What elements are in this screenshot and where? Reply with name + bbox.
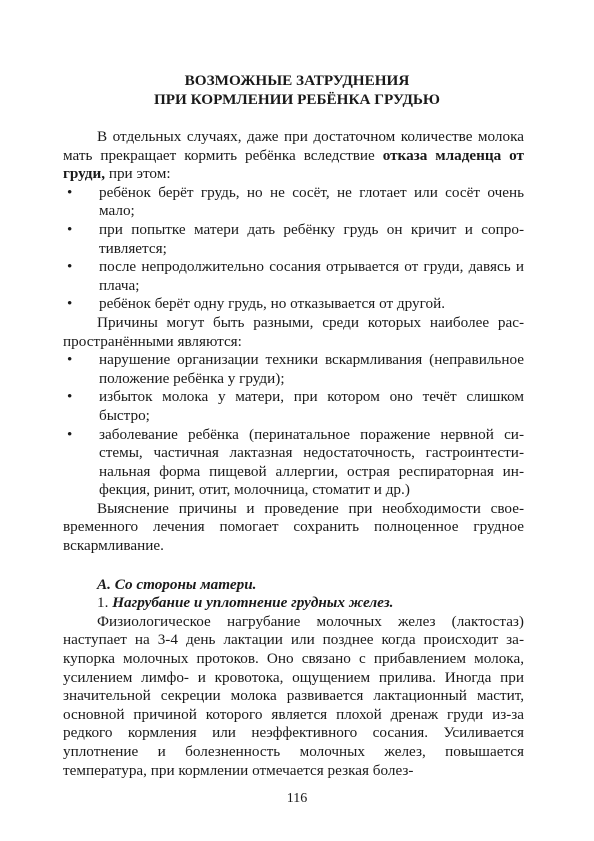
bullet-icon: • xyxy=(67,425,73,443)
subsection-title: Нагрубание и уплотнение грудных желез. xyxy=(112,594,394,612)
bullet-icon: • xyxy=(67,183,73,201)
page-number: 116 xyxy=(286,791,308,806)
intro-text-before: В отдельных случаях, даже при достаточном количестве молока мать прекращает кормить ребёнка вследствие xyxy=(63,128,524,164)
list-item xyxy=(63,258,524,295)
conclusion-paragraph: Выяснение причины и проведение при необходимости своевременного лечения помогает сохранить полноценное грудное вскармливание. xyxy=(63,499,524,555)
subsection-1-heading xyxy=(63,594,524,613)
section-spacer xyxy=(63,556,524,576)
list-item xyxy=(63,184,524,221)
bullet-icon: • xyxy=(67,258,73,276)
list-item xyxy=(63,388,524,425)
list-item-text: избыток молока у матери, при котором оно течёт слишком быстро; xyxy=(99,388,524,424)
refusal-signs-list xyxy=(63,184,524,314)
bullet-icon: • xyxy=(67,295,73,313)
list-item xyxy=(63,221,524,258)
page-body xyxy=(63,128,524,780)
list-item-text: при попытке матери дать ребёнку грудь он кричит и сопротивляется; xyxy=(99,220,524,257)
list-item-text: нарушение организации техники вскармливания (неправильное положение ребёнка у груди); xyxy=(99,351,524,387)
list-item-text: заболевание ребёнка (перинатальное поражение нервной системы, частичная лактазная недостаточность, гастроинтестинальная форма пищевой аллергии, острая респираторная инфекция, ринит, отит, молочница, стоматит и др.) xyxy=(99,425,524,499)
causes-list xyxy=(63,351,524,500)
list-item-text: ребёнок берёт одну грудь, но отказывается от другой. xyxy=(99,295,445,313)
title-line-1: ВОЗМОЖНЫЕ ЗАТРУДНЕНИЯ xyxy=(184,72,410,89)
bullet-icon: • xyxy=(67,220,73,238)
list-item xyxy=(63,351,524,388)
intro-text-after: при этом: xyxy=(105,165,171,183)
intro-paragraph xyxy=(63,128,524,184)
intro-bold-term: отказа младенца от груди, xyxy=(63,146,525,183)
subsection-number: 1. xyxy=(97,594,109,612)
section-a-heading: А. Со стороны матери. xyxy=(97,575,257,593)
bullet-icon: • xyxy=(67,351,73,369)
bullet-icon: • xyxy=(67,388,73,406)
list-item-text: ребёнок берёт грудь, но не сосёт, не глотает или сосёт очень мало; xyxy=(99,183,524,220)
list-item xyxy=(63,426,524,500)
causes-intro-paragraph: Причины могут быть разными, среди которых наиболее распространёнными являются: xyxy=(63,313,524,350)
list-item xyxy=(63,295,524,314)
title-line-2: ПРИ КОРМЛЕНИИ РЕБЁНКА ГРУДЬЮ xyxy=(153,90,441,108)
list-item-text: после непродолжительно сосания отрывается от груди, давясь и плача; xyxy=(99,258,524,294)
page-title xyxy=(60,72,534,109)
subsection-1-paragraph: Физиологическое нагрубание молочных желез (лактостаз) наступает на 3-4 день лактации или позднее когда происходит закупорка молочных протоков. Оно связано с прибавлением молока, усилением лимфо- и кровотока, ощущением прилива. Иногда при значительной секреции молока развивается лактационный мастит, основной причиной которого является плохой дренаж груди из-за редкого кормления или неэффективного сосания. Усиливается уплотнение и болезненность молочных желез, повышается температура, при кормлении отмечается резкая болез- xyxy=(63,612,524,779)
